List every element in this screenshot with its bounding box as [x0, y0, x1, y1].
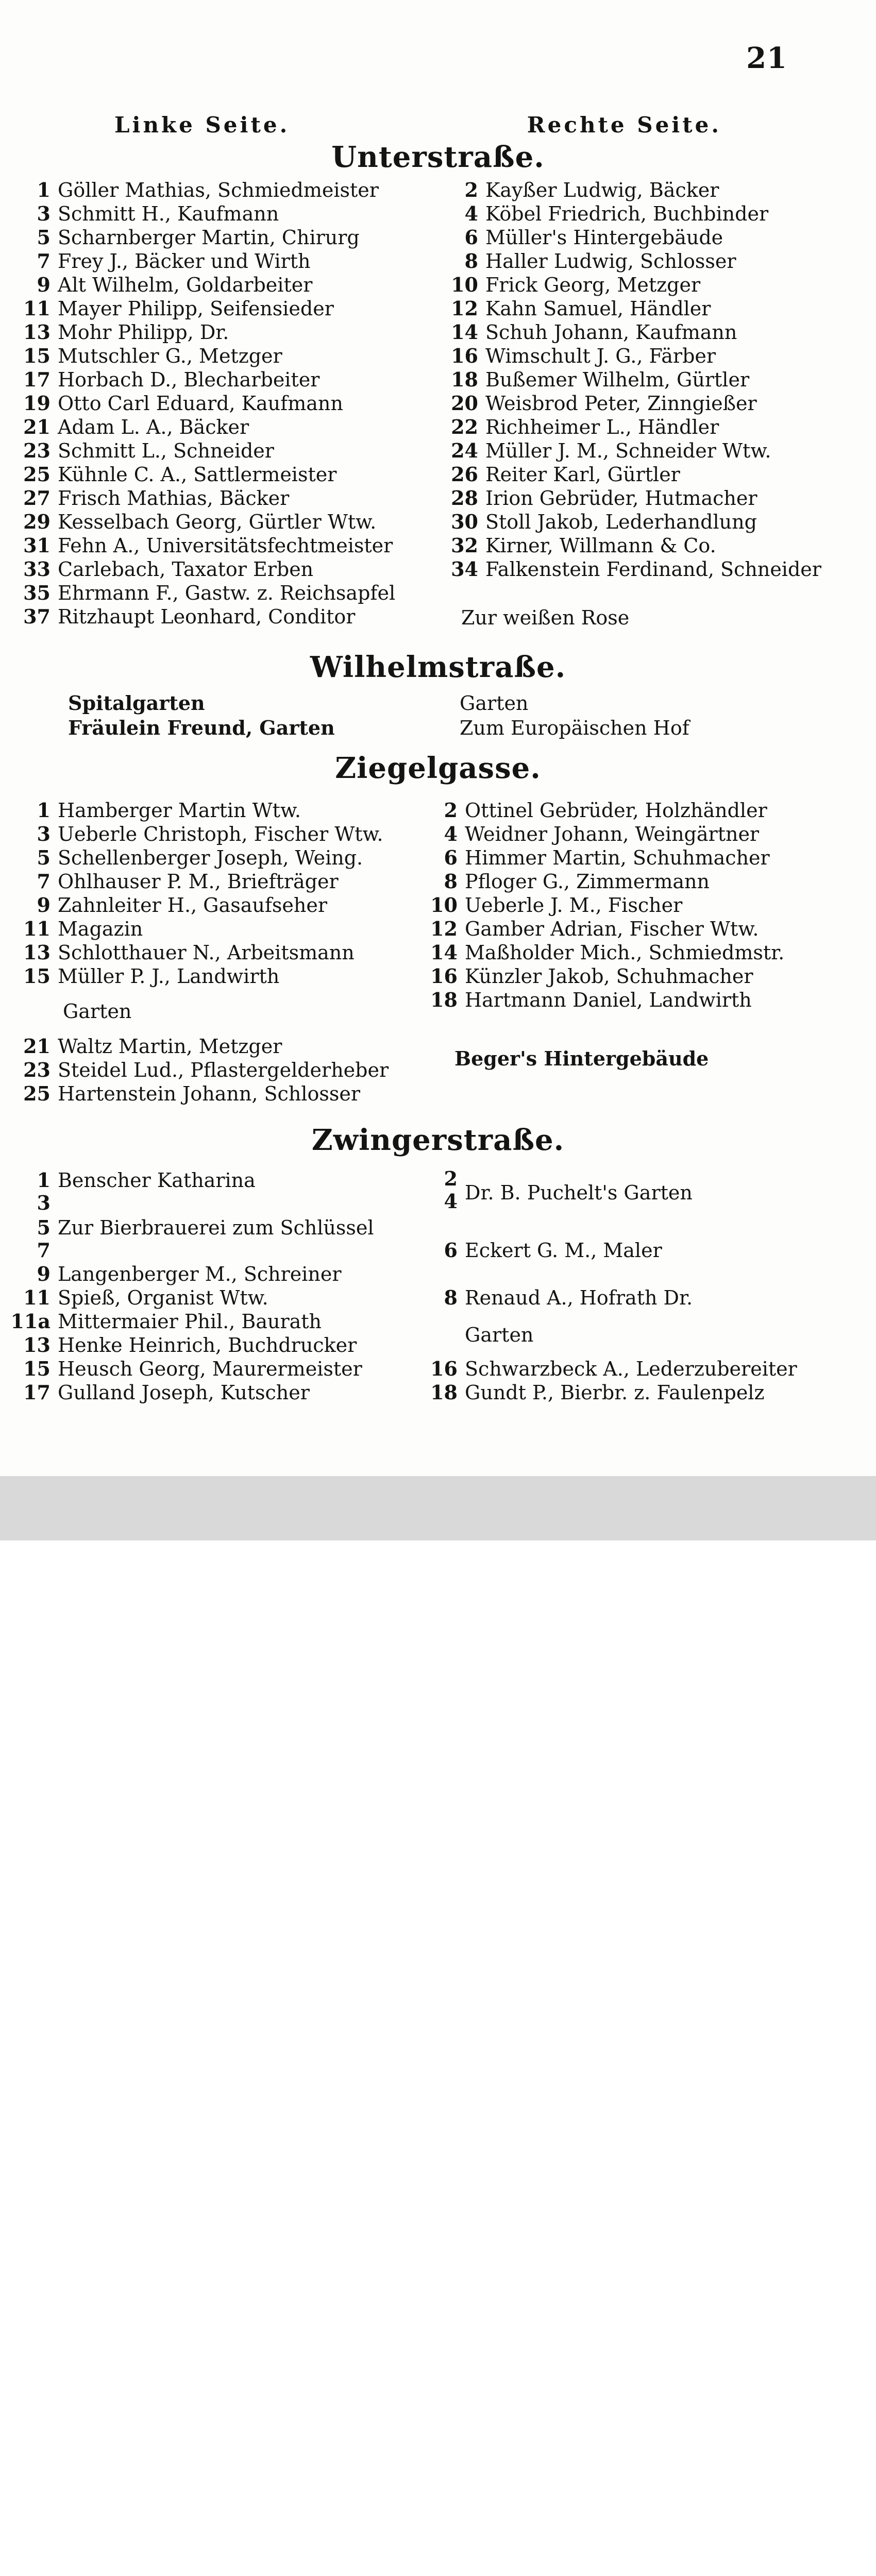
- list-item: 5 Schellenberger Joseph, Weing.: [37, 846, 363, 869]
- list-item: 21 Waltz Martin, Metzger: [23, 1035, 282, 1058]
- list-item: 10 Frick Georg, Metzger: [451, 273, 701, 296]
- list-item: 33 Carlebach, Taxator Erben: [23, 557, 314, 581]
- list-item: Garten: [460, 692, 529, 715]
- list-item: 17 Horbach D., Blecharbeiter: [23, 368, 320, 391]
- list-item: 25 Kühnle C. A., Sattlermeister: [23, 463, 337, 486]
- list-item: 30 Stoll Jakob, Lederhandlung: [451, 510, 757, 533]
- list-item: 26 Reiter Karl, Gürtler: [451, 463, 680, 486]
- list-item: 1 Hamberger Martin Wtw.: [37, 799, 301, 822]
- list-item: Beger's Hintergebäude: [454, 1047, 709, 1070]
- list-item: 13 Henke Heinrich, Buchdrucker: [23, 1333, 357, 1357]
- list-item: 16 Künzler Jakob, Schuhmacher: [430, 964, 753, 988]
- list-item: 18 Hartmann Daniel, Landwirth: [430, 988, 752, 1011]
- list-item: 13 Schlotthauer N., Arbeitsmann: [23, 941, 355, 964]
- list-item: Fräulein Freund, Garten: [68, 716, 335, 739]
- list-item: Spitalgarten: [68, 691, 205, 715]
- list-item: 8 Haller Ludwig, Schlosser: [464, 249, 736, 273]
- left-side-header: Linke Seite.: [114, 112, 290, 138]
- list-item: 11a Mittermaier Phil., Baurath: [10, 1310, 322, 1333]
- list-item: 3: [37, 1191, 50, 1214]
- list-item: 5 Scharnberger Martin, Chirurg: [37, 226, 360, 249]
- list-item: 37 Ritzhaupt Leonhard, Conditor: [23, 605, 356, 628]
- list-item: 12 Kahn Samuel, Händler: [451, 297, 711, 320]
- street-title-zwingerstrasse: Zwingerstraße.: [311, 1123, 565, 1157]
- list-item: 11 Mayer Philipp, Seifensieder: [23, 297, 334, 320]
- list-item: 3 Ueberle Christoph, Fischer Wtw.: [37, 822, 383, 845]
- list-item: 1 Benscher Katharina: [37, 1168, 256, 1192]
- list-item: 17 Gulland Joseph, Kutscher: [23, 1381, 310, 1404]
- list-item: 20 Weisbrod Peter, Zinngießer: [451, 392, 757, 415]
- street-title-ziegelgasse: Ziegelgasse.: [335, 751, 541, 785]
- list-item: 24 Müller J. M., Schneider Wtw.: [451, 439, 771, 462]
- list-item: Garten: [465, 1324, 534, 1346]
- list-item: 12 Gamber Adrian, Fischer Wtw.: [430, 917, 759, 940]
- list-item: 35 Ehrmann F., Gastw. z. Reichsapfel: [23, 581, 396, 604]
- list-item: 1 Göller Mathias, Schmiedmeister: [37, 178, 379, 201]
- list-item: 5 Zur Bierbrauerei zum Schlüssel: [37, 1216, 374, 1239]
- list-item: 21 Adam L. A., Bäcker: [23, 415, 249, 438]
- list-item: 25 Hartenstein Johann, Schlosser: [23, 1082, 360, 1105]
- list-item: Zur weißen Rose: [461, 606, 630, 629]
- list-item: 34 Falkenstein Ferdinand, Schneider: [451, 557, 821, 581]
- list-item: 2 Ottinel Gebrüder, Holzhändler: [444, 799, 767, 822]
- list-item: 23 Steidel Lud., Pflastergelderheber: [23, 1058, 389, 1081]
- list-item: 22 Richheimer L., Händler: [451, 415, 719, 438]
- list-item: 7 Frey J., Bäcker und Wirth: [37, 249, 311, 273]
- page-number: 21: [746, 41, 787, 75]
- list-item: 14 Schuh Johann, Kaufmann: [451, 320, 737, 344]
- list-item: 14 Maßholder Mich., Schmiedmstr.: [430, 941, 785, 964]
- list-item: 15 Mutschler G., Metzger: [23, 344, 282, 367]
- list-item: 15 Müller P. J., Landwirth: [23, 964, 280, 988]
- footer-bar: [0, 1476, 876, 1540]
- list-item: 11 Spieß, Organist Wtw.: [23, 1286, 268, 1309]
- list-item: 7 Ohlhauser P. M., Briefträger: [37, 870, 339, 893]
- list-item: 32 Kirner, Willmann & Co.: [451, 534, 716, 557]
- list-item: 9 Alt Wilhelm, Goldarbeiter: [37, 273, 313, 296]
- list-item: 16 Wimschult J. G., Färber: [451, 344, 716, 367]
- list-item: 2 Kayßer Ludwig, Bäcker: [464, 178, 719, 201]
- list-item: 8 Pfloger G., Zimmermann: [444, 870, 710, 893]
- list-item: 4 Weidner Johann, Weingärtner: [444, 822, 760, 845]
- list-item: 16 Schwarzbeck A., Lederzubereiter: [430, 1357, 797, 1380]
- list-item: 9 Zahnleiter H., Gasaufseher: [37, 893, 328, 917]
- list-item: 15 Heusch Georg, Maurermeister: [23, 1357, 362, 1380]
- list-item: Zum Europäischen Hof: [460, 717, 689, 739]
- list-item: 8 Renaud A., Hofrath Dr.: [444, 1286, 693, 1309]
- street-title-wilhelmstrasse: Wilhelmstraße.: [310, 650, 566, 684]
- list-item: 6 Müller's Hintergebäude: [464, 226, 723, 249]
- list-item: 6 Eckert G. M., Maler: [444, 1239, 662, 1262]
- list-item: 9 Langenberger M., Schreiner: [37, 1262, 342, 1285]
- list-item: 13 Mohr Philipp, Dr.: [23, 320, 229, 344]
- list-item: 3 Schmitt H., Kaufmann: [37, 202, 279, 225]
- list-item: Garten: [63, 1000, 132, 1023]
- street-title-unterstrasse: Unterstraße.: [331, 140, 545, 174]
- list-item: 18 Gundt P., Bierbr. z. Faulenpelz: [430, 1381, 765, 1404]
- list-item: 18 Bußemer Wilhelm, Gürtler: [451, 368, 750, 391]
- list-item: 23 Schmitt L., Schneider: [23, 439, 274, 462]
- list-item: 10 Ueberle J. M., Fischer: [430, 893, 683, 917]
- list-item: 31 Fehn A., Universitätsfechtmeister: [23, 534, 393, 557]
- list-item: 29 Kesselbach Georg, Gürtler Wtw.: [23, 510, 377, 533]
- list-item: 7: [37, 1239, 50, 1262]
- house-number-pair: 2 4: [444, 1167, 458, 1213]
- list-item: 6 Himmer Martin, Schuhmacher: [444, 846, 770, 869]
- list-item: 27 Frisch Mathias, Bäcker: [23, 486, 290, 510]
- list-item: 28 Irion Gebrüder, Hutmacher: [451, 486, 757, 510]
- list-item: Dr. B. Puchelt's Garten: [465, 1181, 693, 1204]
- list-item: 19 Otto Carl Eduard, Kaufmann: [23, 392, 343, 415]
- list-item: 11 Magazin: [23, 917, 143, 940]
- right-side-header: Rechte Seite.: [527, 112, 721, 138]
- list-item: 4 Köbel Friedrich, Buchbinder: [464, 202, 769, 225]
